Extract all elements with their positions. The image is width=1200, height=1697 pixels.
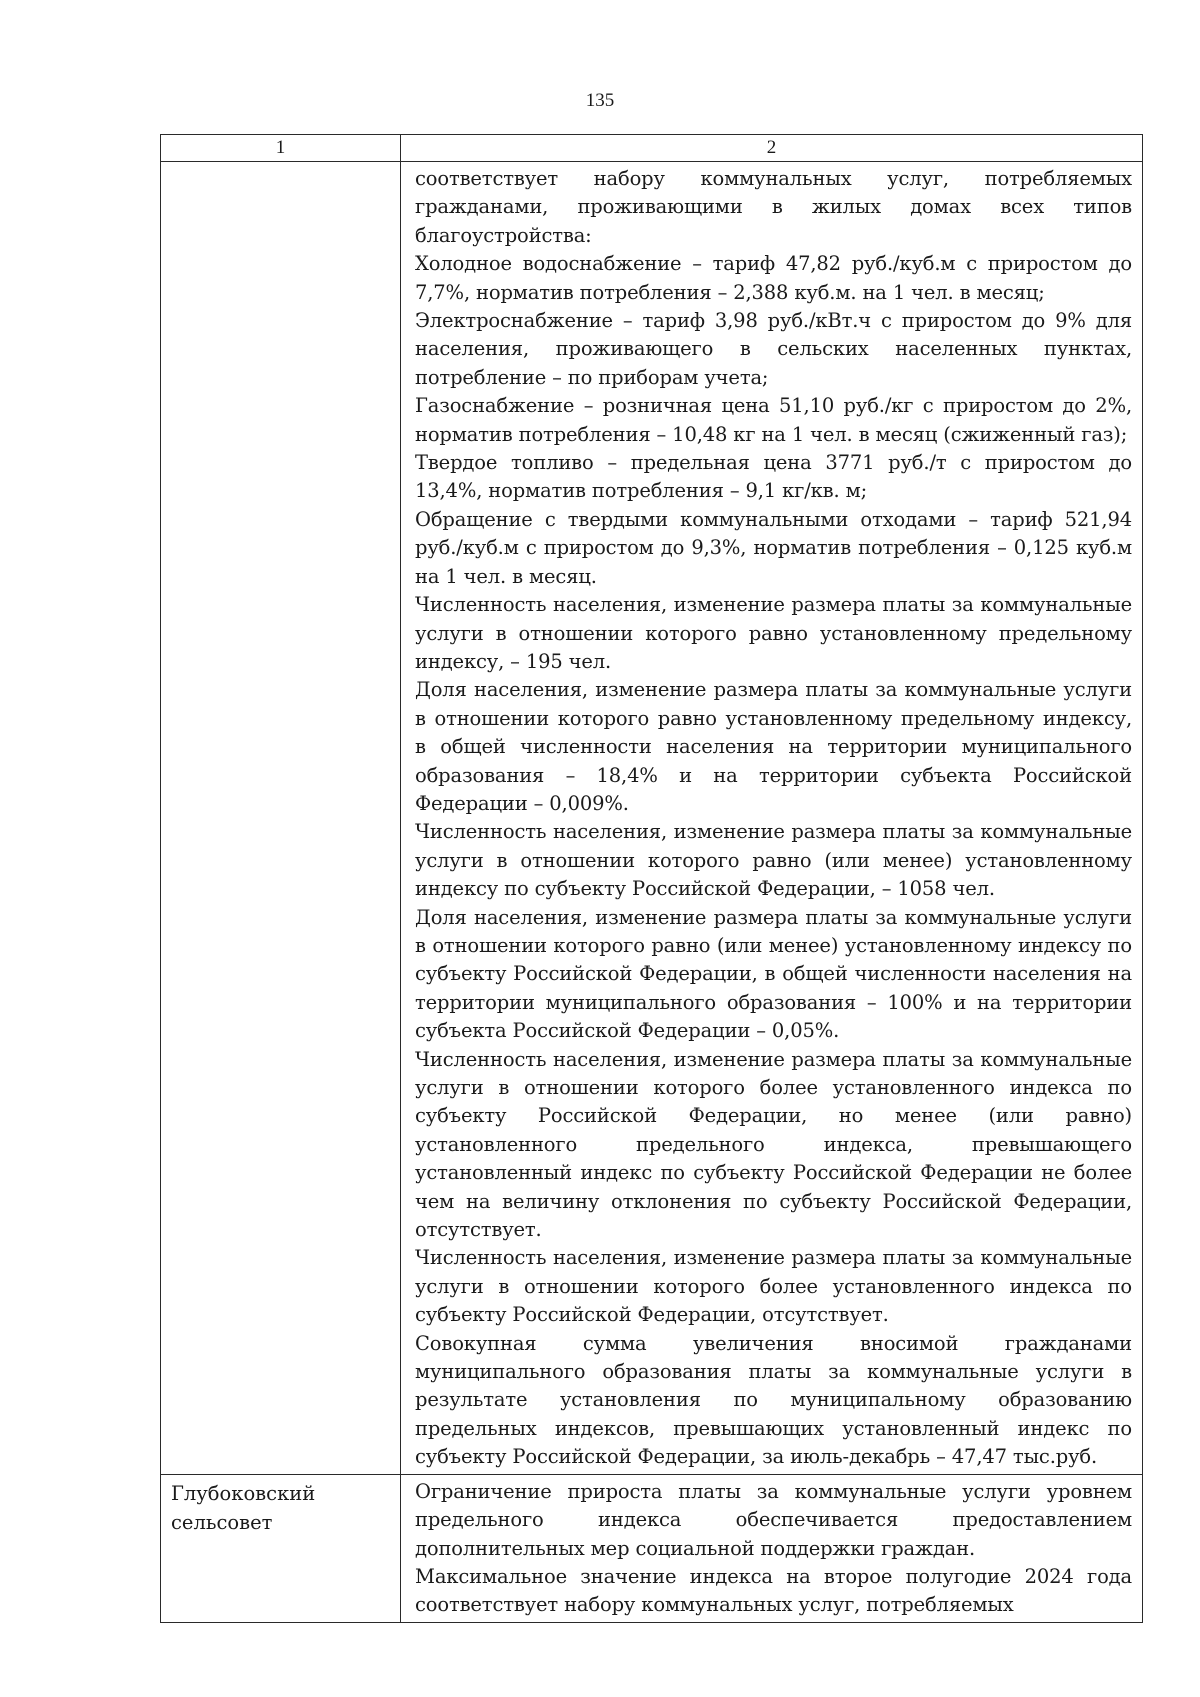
municipality-cell <box>161 162 401 1475</box>
paragraph: Ограничение прироста платы за коммунальные услуги уровнем предельного индекса обеспечивается предоставлением дополнительных мер социальной поддержки граждан. <box>415 1479 1132 1560</box>
paragraph: Совокупная сумма увеличения вносимой гражданами муниципального образования платы за коммунальные услуги в результате установления по муниципальному образованию предельных индексов, превышающих установленный индекс по субъекту Российской Федерации, за июль-декабрь – 47,47 тыс.руб. <box>415 1331 1132 1469</box>
column-header-1: 1 <box>161 135 401 162</box>
municipal-index-table <box>160 134 1143 1623</box>
paragraph: Численность населения, изменение размера платы за коммунальные услуги в отношении которого равно установленному предельному индексу, – 195 чел. <box>415 593 1132 673</box>
municipality-name-line: Глубоковский <box>171 1481 316 1505</box>
paragraph: Обращение с твердыми коммунальными отходами – тариф 521,94 руб./куб.м с приростом до 9,3%, норматив потребления – 0,125 куб.м на 1 чел. в месяц. <box>415 507 1132 588</box>
paragraph: Численность населения, изменение размера платы за коммунальные услуги в отношении которого более установленного индекса по субъекту Российской Федерации, но менее (или равно) установленного предельного индекса, превышающего установленный индекс по субъекту Российской Федерации не более чем на величину отклонения по субъекту Российской Федерации, отсутствует. <box>415 1047 1132 1242</box>
column-header-2: 2 <box>401 135 1143 162</box>
paragraph: Твердое топливо – предельная цена 3771 руб./т с приростом до 13,4%, норматив потребления – 9,1 кг/кв. м; <box>415 451 1132 503</box>
municipality-name-line: сельсовет <box>171 1510 273 1534</box>
table-header-row <box>161 135 1143 162</box>
paragraph: Численность населения, изменение размера платы за коммунальные услуги в отношении которого равно (или менее) установленному индексу по субъекту Российской Федерации, – 1058 чел. <box>415 820 1132 901</box>
paragraph: Максимальное значение индекса на второе полугодие 2024 года соответствует набору коммунальных услуг, потребляемых <box>415 1564 1132 1617</box>
paragraph: Доля населения, изменение размера платы за коммунальные услуги в отношении которого равно установленному предельному индексу, в общей численности населения на территории муниципального образования – 18,4% и на территории субъекта Российской Федерации – 0,009%. <box>415 678 1132 815</box>
page-number: 135 <box>585 90 615 111</box>
municipality-cell <box>161 1474 401 1622</box>
description-cell <box>401 1474 1143 1622</box>
paragraph: Электроснабжение – тариф 3,98 руб./кВт.ч с приростом до 9% для населения, проживающего в сельских населенных пунктах, потребление – по приборам учета; <box>415 309 1132 389</box>
paragraph: соответствует набору коммунальных услуг, потребляемых гражданами, проживающими в жилых домах всех типов благоустройства: <box>415 167 1132 247</box>
paragraph: Газоснабжение – розничная цена 51,10 руб./кг с приростом до 2%, норматив потребления – 10,48 кг на 1 чел. в месяц (сжиженный газ); <box>415 394 1132 446</box>
table-row <box>161 162 1143 1475</box>
paragraph: Холодное водоснабжение – тариф 47,82 руб./куб.м с приростом до 7,7%, норматив потребления – 2,388 куб.м. на 1 чел. в месяц; <box>415 252 1132 304</box>
table-row <box>161 1474 1143 1622</box>
paragraph: Доля населения, изменение размера платы за коммунальные услуги в отношении которого равно (или менее) установленному индексу по субъекту Российской Федерации, в общей численности населения на территории муниципального образования – 100% и на территории субъекта Российской Федерации – 0,05%. <box>415 905 1132 1043</box>
description-cell <box>401 162 1143 1475</box>
paragraph: Численность населения, изменение размера платы за коммунальные услуги в отношении которого более установленного индекса по субъекту Российской Федерации, отсутствует. <box>415 1246 1132 1327</box>
